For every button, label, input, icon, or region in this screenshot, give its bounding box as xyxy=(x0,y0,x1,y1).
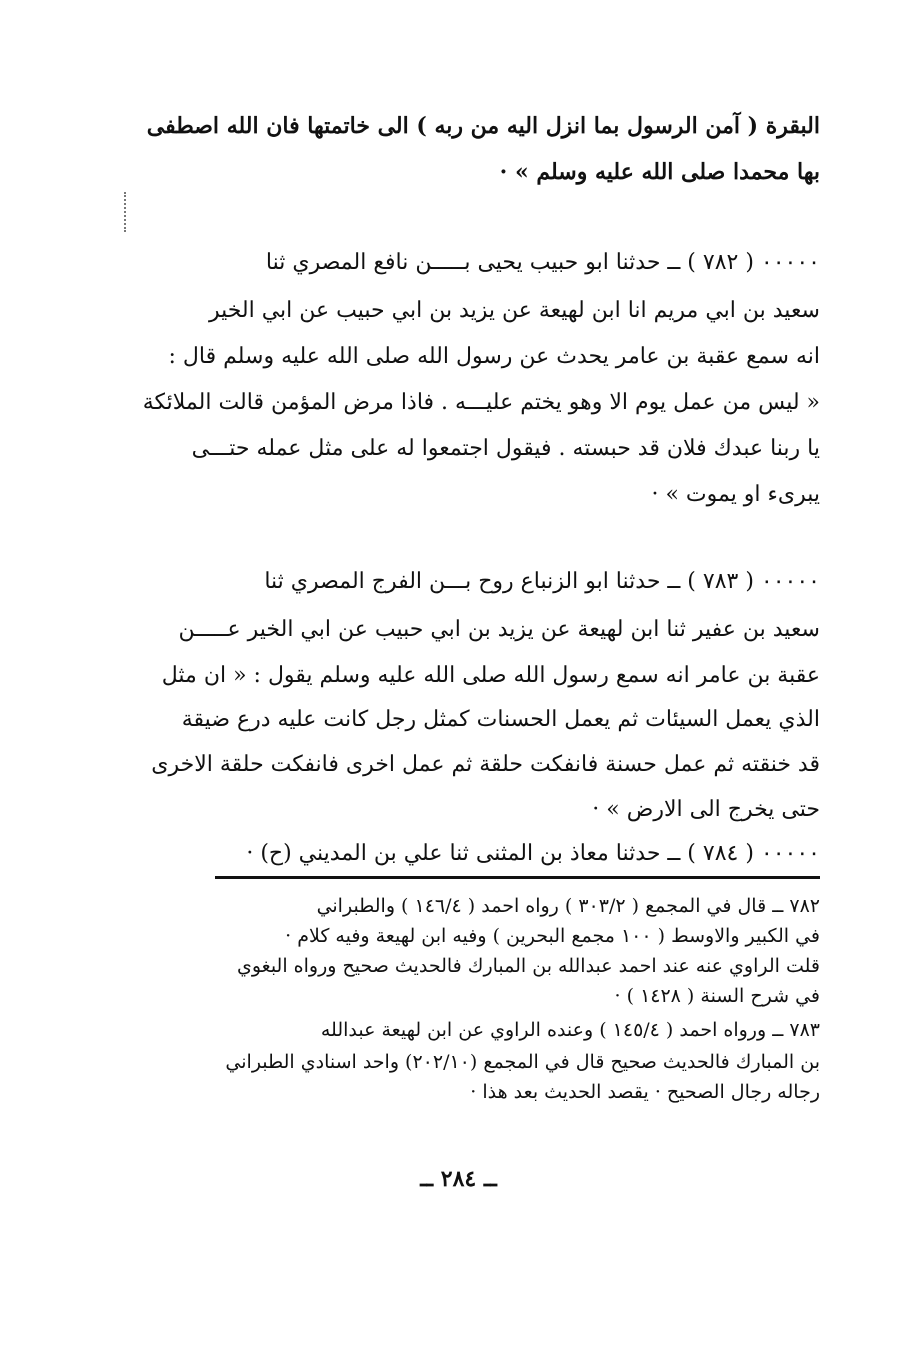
margin-dots xyxy=(124,192,132,232)
text-line: انه سمع عقبة بن عامر يحدث عن رسول الله صلى الله عليه وسلم قال : xyxy=(168,344,820,369)
text-line: « ليس من عمل يوم الا وهو يختم عليـــه . فاذا مرض المؤمن قالت الملائكة xyxy=(142,390,820,415)
page-number: ــ ٢٨٤ ــ xyxy=(420,1166,497,1192)
footnote-divider xyxy=(215,876,820,879)
text-line: البقرة ( آمن الرسول بما انزل اليه من ربه ) الى خاتمتها فان الله اصطفى xyxy=(146,113,820,139)
footnote-line: ٧٨٢ ــ قال في المجمع ( ٣٠٣/٢ ) رواه احمد ( ١٤٦/٤ ) والطبراني xyxy=(316,895,820,917)
text-line: قد خنقته ثم عمل حسنة فانفكت حلقة ثم عمل اخرى فانفكت حلقة الاخرى xyxy=(151,752,820,777)
hadith-782-heading: ٠٠٠٠٠ ( ٧٨٢ ) ــ حدثنا ابو حبيب يحيى بـــــن نافع المصري ثنا xyxy=(265,250,820,275)
text-line: يا ربنا عبدك فلان قد حبسته . فيقول اجتمعوا له على مثل عمله حتـــى xyxy=(191,436,820,461)
footnote-line: بن المبارك فالحديث صحيح قال في المجمع (٢٠٢/١٠) واحد اسنادي الطبراني xyxy=(225,1051,820,1073)
text-line: بها محمدا صلى الله عليه وسلم » · xyxy=(499,159,820,185)
footnote-line: في شرح السنة ( ١٤٢٨ ) · xyxy=(614,985,820,1007)
text-line: حتى يخرج الى الارض » · xyxy=(592,797,820,822)
footnote-line: ٧٨٣ ــ ورواه احمد ( ١٤٥/٤ ) وعنده الراوي عن ابن لهيعة عبدالله xyxy=(320,1019,820,1041)
hadith-783-heading: ٠٠٠٠٠ ( ٧٨٣ ) ــ حدثنا ابو الزنباع روح بـــن الفرج المصري ثنا xyxy=(264,569,820,594)
text-line: سعيد بن عفير ثنا ابن لهيعة عن يزيد بن ابي حبيب عن ابي الخير عـــــن xyxy=(178,617,820,642)
text-line: يبرىء او يموت » · xyxy=(651,482,820,507)
footnote-line: رجاله رجال الصحيح · يقصد الحديث بعد هذا · xyxy=(470,1081,820,1103)
text-line: عقبة بن عامر انه سمع رسول الله صلى الله عليه وسلم يقول : « ان مثل xyxy=(161,663,820,688)
footnote-line: في الكبير والاوسط ( ١٠٠ مجمع البحرين ) وفيه ابن لهيعة وفيه كلام · xyxy=(285,925,820,947)
footnote-line: قلت الراوي عنه عند احمد عبدالله بن المبارك فالحديث صحيح ورواه البغوي xyxy=(236,955,820,977)
text-line: سعيد بن ابي مريم انا ابن لهيعة عن يزيد بن ابي حبيب عن ابي الخير xyxy=(208,298,820,323)
text-line: الذي يعمل السيئات ثم يعمل الحسنات كمثل رجل كانت عليه درع ضيقة xyxy=(181,707,820,732)
hadith-784-heading: ٠٠٠٠٠ ( ٧٨٤ ) ــ حدثنا معاذ بن المثنى ثنا علي بن المديني (ح) · xyxy=(246,841,820,866)
